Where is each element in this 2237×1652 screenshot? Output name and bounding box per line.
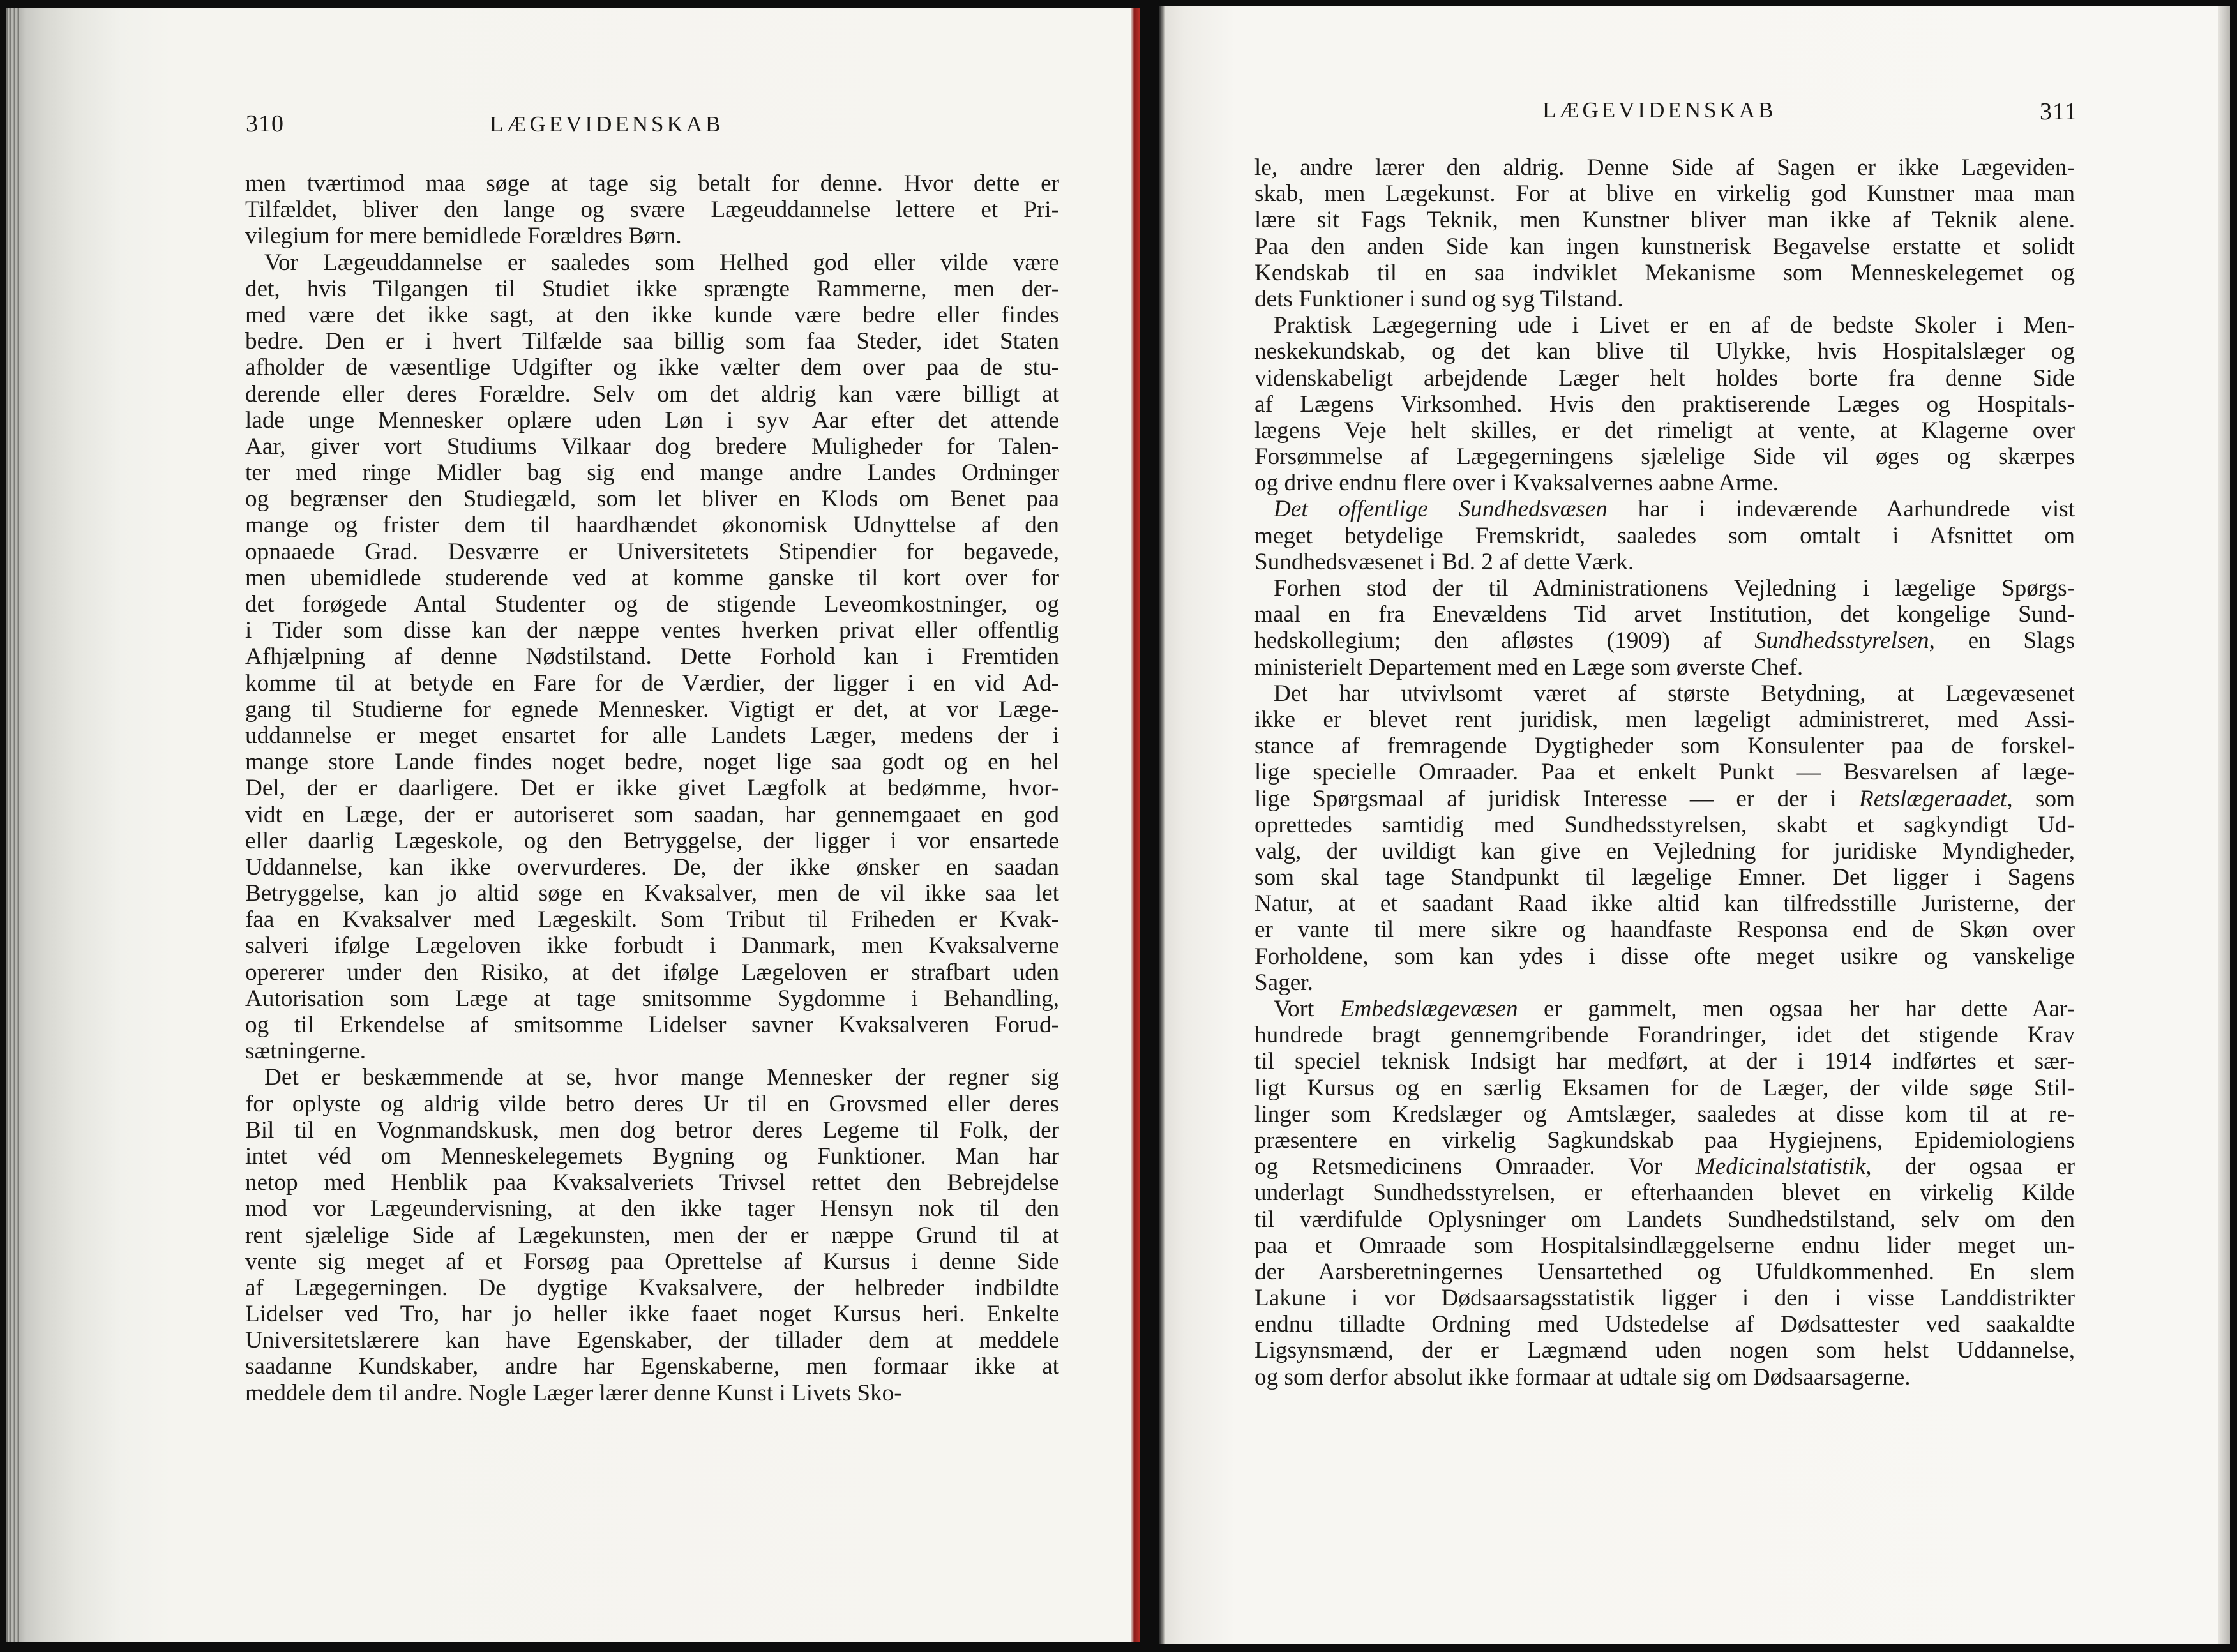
text-line: Kendskab til en saa indviklet Mekanisme som Menneskelegemet og — [1254, 259, 2075, 286]
text-line: maal en fra Enevældens Tid arvet Institution, det kongelige Sund- — [1254, 601, 2075, 628]
text-line: af Lægens Virksomhed. Hvis den praktiserende Læges og Hospitals- — [1254, 391, 2075, 417]
running-title: LÆGEVIDENSKAB — [1542, 98, 1777, 123]
book-spine — [1131, 8, 1140, 1642]
text-line: Natur, at et saadant Raad ikke altid kan tilfredsstille Juristerne, der — [1254, 890, 2075, 917]
text-line: lære sit Fags Teknik, men Kunstner bliver man ikke af Teknik alene. — [1254, 207, 2075, 234]
text-line: linger som Kredslæger og Amtslæger, saaledes at disse kom til at re- — [1254, 1100, 2075, 1127]
text-line: netop med Henblik paa Kvaksalveriets Trivsel rettet den Bebrejdelse — [245, 1169, 1059, 1196]
body-text — [1254, 154, 2075, 1390]
text-line: lade unge Mennesker oplære uden Løn i syv Aar efter det attende — [245, 407, 1059, 433]
text-line: lige Spørgsmaal af juridisk Interesse — er der i Retslægeraadet, som — [1254, 785, 2075, 812]
text-line: neskekundskab, og det kan blive til Ulykke, hvis Hospitalslæger og — [1254, 338, 2075, 365]
text-line: opererer under den Risiko, at det ifølge Lægeloven er strafbart uden — [245, 959, 1059, 986]
text-line: vidt en Læge, der er autoriseret som saadan, har gennemgaaet en god — [245, 801, 1059, 828]
text-line: men tværtimod maa søge at tage sig betalt for denne. Hvor dette er — [245, 170, 1059, 197]
text-line: som skal tage Standpunkt til lægelige Emner. Det ligger i Sagens — [1254, 864, 2075, 891]
text-line: Del, der er daarligere. Det er ikke givet Lægfolk at bedømme, hvor- — [245, 775, 1059, 802]
text-line: Tilfældet, bliver den lange og svære Lægeuddannelse lettere et Pri- — [245, 197, 1059, 223]
body-text — [245, 170, 1059, 1406]
text-line: Praktisk Lægegerning ude i Livet er en af de bedste Skoler i Men- — [1274, 312, 2075, 339]
text-line: paa et Omraade som Hospitalsindlæggelserne endnu lider meget un- — [1254, 1232, 2075, 1259]
text-line: og til Erkendelse af smitsomme Lidelser savner Kvaksalveren Forud- — [245, 1012, 1059, 1038]
text-line: sætningerne. — [245, 1038, 366, 1065]
text-line: Det er beskæmmende at se, hvor mange Mennesker der regner sig — [264, 1064, 1059, 1091]
text-line: af Lægegerningen. De dygtige Kvaksalvere, der helbreder indbildte — [245, 1274, 1059, 1301]
left-page — [6, 8, 1140, 1642]
text-line: ministerielt Departement med en Læge som øverste Chef. — [1254, 654, 1804, 680]
text-line: vilegium for mere bemidlede Forældres Børn. — [245, 223, 682, 250]
text-line: Lakune i vor Dødsaarsagsstatistik ligger i den i visse Landdistrikter — [1254, 1285, 2075, 1312]
text-line: er vante til mere sikre og haandfaste Responsa end de Skøn over — [1254, 917, 2075, 943]
text-line: Autorisation som Læge at tage smitsomme Sygdomme i Behandling, — [245, 985, 1059, 1012]
right-page — [1159, 6, 2230, 1644]
text-line: mange store Lande findes noget bedre, noget lige saa godt og en hel — [245, 749, 1059, 776]
text-line: komme til at betyde en Fare for de Værdier, der ligger i en vid Ad- — [245, 670, 1059, 696]
text-line: og Retsmedicinens Omraader. Vor Medicinalstatistik, der ogsaa er — [1254, 1153, 2075, 1180]
text-line: Forhen stod der til Administrationens Vejledning i lægelige Spørgs- — [1274, 575, 2075, 601]
text-line: saadanne Kundskaber, andre har Egenskaberne, men formaar ikke at — [245, 1353, 1059, 1380]
text-line: meget betydelige Fremskridt, saaledes som omtalt i Afsnittet om — [1254, 522, 2075, 549]
text-line: opnaaede Grad. Desværre er Universitetets Stipendier for begavede, — [245, 538, 1059, 565]
text-line: og som derfor absolut ikke formaar at udtale sig om Dødsaarsagerne. — [1254, 1363, 1911, 1390]
text-line: Vor Lægeuddannelse er saaledes som Helhed god eller vilde være — [264, 249, 1059, 276]
text-line: hedskollegium; den afløstes (1909) af Sundhedsstyrelsen, en Slags — [1254, 627, 2075, 654]
text-line: Det har utvivlsomt været af største Betydning, at Lægevæsenet — [1274, 680, 2075, 707]
text-line: stance af fremragende Dygtigheder som Konsulenter paa de forskel- — [1254, 733, 2075, 760]
text-line: Det offentlige Sundhedsvæsen har i indeværende Aarhundrede vist — [1274, 496, 2075, 523]
text-line: ikke er blevet rent juridisk, men lægeligt administreret, med Assi- — [1254, 706, 2075, 733]
text-line: intet véd om Menneskelegemets Bygning og Funktioner. Man har — [245, 1143, 1059, 1169]
text-line: Bil til en Vognmandskusk, men dog betror deres Legeme til Folk, der — [245, 1116, 1059, 1143]
text-line: Afhjælpning af denne Nødstilstand. Dette Forhold kan i Fremtiden — [245, 643, 1059, 670]
text-line: le, andre lærer den aldrig. Denne Side af Sagen er ikke Lægeviden- — [1254, 154, 2075, 181]
text-line: det, hvis Tilgangen til Studiet ikke sprængte Rammerne, men der- — [245, 275, 1059, 302]
text-line: derende eller deres Forældre. Selv om det aldrig kan være billigt at — [245, 380, 1059, 407]
text-line: bedre. Den er i hvert Tilfælde saa billig som faa Steder, idet Staten — [245, 328, 1059, 355]
text-line: Sundhedsvæsenet i Bd. 2 af dette Værk. — [1254, 548, 1634, 575]
text-line: præsentere en virkelig Sagkundskab paa Hygiejnens, Epidemiologiens — [1254, 1127, 2075, 1153]
text-line: og drive endnu flere over i Kvaksalvernes aabne Arme. — [1254, 470, 1779, 497]
text-line: Sager. — [1254, 969, 1313, 996]
text-line: for oplyste og aldrig vilde betro deres Ur til en Grovsmed eller deres — [245, 1090, 1059, 1117]
text-line: afholder de væsentlige Udgifter og ikke vælter dem over paa de stu- — [245, 354, 1059, 381]
text-line: men ubemidlede studerende ved at komme ganske til kort over for — [245, 564, 1059, 591]
text-line: videnskabeligt arbejdende Læger helt holdes borte fra denne Side — [1254, 364, 2075, 391]
text-line: uddannelse er meget ensartet for alle Landets Læger, medens der i — [245, 722, 1059, 749]
text-line: Uddannelse, kan ikke overvurderes. De, der ikke ønsker en saadan — [245, 853, 1059, 880]
running-title: LÆGEVIDENSKAB — [490, 112, 724, 137]
text-line: mod vor Lægeundervisning, at den ikke tager Hensyn nok til den — [245, 1196, 1059, 1222]
text-line: ter med ringe Midler bag sig end mange andre Landes Ordninger — [245, 460, 1059, 486]
text-line: valg, der uvildigt kan give en Vejledning for juridiske Myndigheder, — [1254, 837, 2075, 864]
text-line: meddele dem til andre. Nogle Læger lærer denne Kunst i Livets Sko- — [245, 1379, 902, 1406]
text-line: lige specielle Omraader. Paa et enkelt Punkt — Besvarelsen af læge- — [1254, 759, 2075, 786]
text-line: til værdifulde Oplysninger om Landets Sundhedstilstand, selv om den — [1254, 1206, 2075, 1233]
text-line: Betryggelse, kan jo altid søge en Kvaksalver, men de vil ikke saa let — [245, 880, 1059, 907]
text-line: Forsømmelse af Lægegerningens sjælelige Side vil øges og skærpes — [1254, 444, 2075, 470]
text-line: oprettedes samtidig med Sundhedsstyrelsen, skabt et sagkyndigt Ud- — [1254, 811, 2075, 838]
text-line: ligt Kursus og en særlig Eksamen for de Læger, der vilde søge Stil- — [1254, 1074, 2075, 1101]
text-line: og begrænser den Studiegæld, som let bliver en Klods om Benet paa — [245, 486, 1059, 513]
text-line: det forøgede Antal Studenter og de stigende Leveomkostninger, og — [245, 591, 1059, 617]
text-line: lægens Veje helt skilles, er det rimeligt at vente, at Klagerne over — [1254, 417, 2075, 444]
text-line: skab, men Lægekunst. For at blive en virkelig god Kunstner maa man — [1254, 181, 2075, 207]
book-gutter — [1159, 6, 1165, 1644]
text-line: dets Funktioner i sund og syg Tilstand. — [1254, 285, 1623, 312]
page-number: 311 — [2040, 98, 2077, 125]
page-edge — [2218, 6, 2230, 1644]
text-line: vente sig meget af et Forsøg paa Oprettelse af Kursus i denne Side — [245, 1248, 1059, 1275]
text-line: faa en Kvaksalver med Lægeskilt. Som Tribut til Friheden er Kvak- — [245, 906, 1059, 933]
text-line: eller daarlig Lægeskole, og den Betryggelse, der ligger i vor ensartede — [245, 827, 1059, 854]
text-line: gang til Studierne for egnede Mennesker. Vigtigt er det, at vor Læge- — [245, 696, 1059, 723]
text-line: Lidelser ved Tro, har jo heller ikke faaet noget Kursus heri. Enkelte — [245, 1301, 1059, 1328]
text-line: Forholdene, som kan ydes i disse ofte meget usikre og vanskelige — [1254, 943, 2075, 970]
text-line: i Tider som disse kan der næppe ventes hverken privat eller offentlig — [245, 617, 1059, 644]
text-line: der Aarsberetningernes Uensartethed og Ufuldkommenhed. En slem — [1254, 1258, 2075, 1285]
text-line: mange og frister dem til haardhændet økonomisk Udnyttelse af den — [245, 512, 1059, 539]
text-line: salveri ifølge Lægeloven ikke forbudt i Danmark, men Kvaksalverne — [245, 933, 1059, 959]
text-line: Paa den anden Side kan ingen kunstnerisk Begavelse erstatte et solidt — [1254, 233, 2075, 260]
text-line: Universitetslærere kan have Egenskaber, der tillader dem at meddele — [245, 1327, 1059, 1354]
text-line: underlagt Sundhedsstyrelsen, er efterhaanden blevet en virkelig Kilde — [1254, 1180, 2075, 1206]
page-number: 310 — [246, 110, 284, 137]
text-line: til speciel teknisk Indsigt har medført, at der i 1914 indførtes et sær- — [1254, 1048, 2075, 1075]
text-line: hundrede bragt gennemgribende Forandringer, idet det stigende Krav — [1254, 1022, 2075, 1049]
text-line: Vort Embedslægevæsen er gammelt, men ogsaa her har dette Aar- — [1274, 996, 2075, 1022]
text-line: Aar, giver vort Studiums Vilkaar dog bredere Muligheder for Talen- — [245, 433, 1059, 460]
text-line: Ligsynsmænd, der er Lægmænd uden nogen som helst Uddannelse, — [1254, 1337, 2075, 1364]
text-line: endnu tilladte Ordning med Udstedelse af Dødsattester ved saakaldte — [1254, 1311, 2075, 1338]
text-line: med være det ikke sagt, at den ikke kunde være bedre eller findes — [245, 301, 1059, 328]
page-edge-stack — [6, 8, 20, 1642]
text-line: rent sjælelige Side af Lægekunsten, men der er næppe Grund til at — [245, 1222, 1059, 1249]
